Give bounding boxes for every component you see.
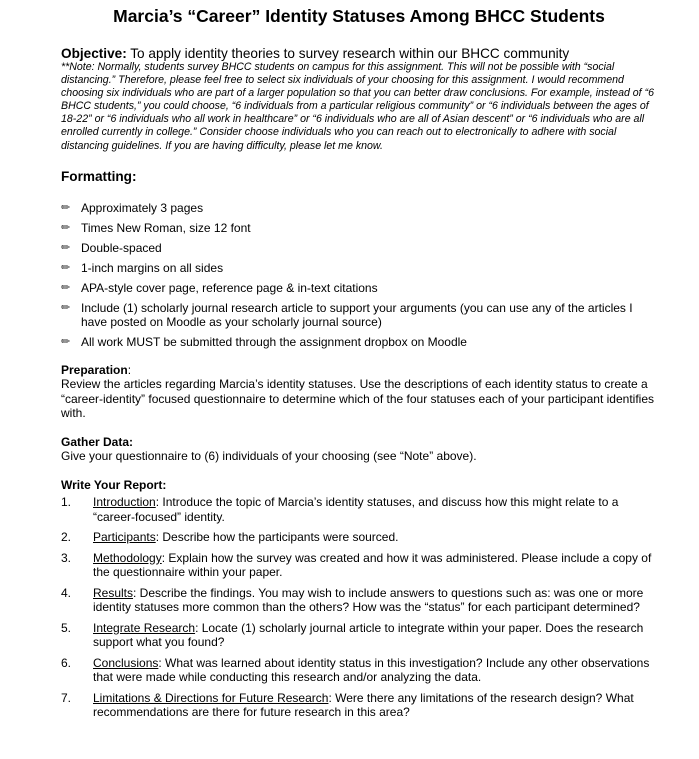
item-term: Methodology [93,550,162,565]
item-term: Integrate Research [93,620,196,635]
pencil-icon: ✏ [61,281,71,294]
list-item: 1. Introduction: Introduce the topic of Marcia’s identity statuses, and discuss how this might relate to a “career-focused” identity. [61,495,619,524]
item-term: Participants [93,530,156,545]
pencil-icon: ✏ [61,221,71,234]
pencil-icon: ✏ [61,241,71,254]
pencil-icon: ✏ [61,261,71,274]
item-term: Introduction [93,495,156,510]
formatting-heading: Formatting: [61,168,137,184]
objective-note: **Note: Normally, students survey BHCC students on campus for this assignment. This will not be possible with “social distancing.” Therefore, please feel free to select six individuals of your choosing for this assignment. I would recommend choosing six individuals who are part of a larger population so that you can better draw conclusions. For example, instead of “6 BHCC students,” you could choose, “6 individuals from a particular religious community” or “6 individuals between the ages of 18-22” or “6 individuals who all work in healthcare” or “6 individuals who are all of Asian descent” or “6 individuals who are all enrolled currently in college.” Consider choose individuals who you can reach out to electronically to adhere with social distancing guidelines. If you are having difficulty, please let me know. [61,61,654,152]
pencil-icon: ✏ [61,201,71,214]
list-item: 7. Limitations & Directions for Future Research: Were there any limitations of the research design? What recommendations are there for future research in this area? [61,690,634,720]
report-section [61,478,661,720]
gather-text: Give your questionnaire to (6) individuals of your choosing (see “Note” above). [61,449,477,464]
list-item: 4. Results: Describe the findings. You may wish to include answers to questions such as: was one or more identity statuses more common than the others? How was the “status” for each participant determined? [61,585,644,615]
list-item: 3. Methodology: Explain how the survey was created and how it was administered. Please include a copy of the questionnaire within your paper. [61,550,652,580]
item-term: Limitations & Directions for Future Research [93,690,329,705]
item-term: Results [93,585,134,600]
report-list [61,495,661,720]
preparation-colon: : [127,362,132,377]
formatting-list [61,201,661,349]
objective-label: Objective: [61,46,127,61]
pencil-icon: ✏ [61,301,71,314]
item-term: Conclusions [93,655,159,670]
report-heading: Write Your Report: [61,477,167,492]
gather-heading: Gather Data: [61,434,134,449]
list-item: ✏ APA-style cover page, reference page & in-text citations [61,280,378,295]
list-item: ✏ All work MUST be submitted through the assignment dropbox on Moodle [61,334,467,349]
document-title: Marcia’s “Career” Identity Statuses Among BHCC Students [113,6,605,26]
list-item: 5. Integrate Research: Locate (1) scholarly journal article to integrate within your paper. Does the research support what you found? [61,620,644,650]
preparation-section [61,363,661,421]
objective-text: To apply identity theories to survey research within our BHCC community [126,46,570,61]
preparation-heading: Preparation [61,362,128,377]
list-item: ✏ Approximately 3 pages [61,200,204,215]
preparation-text: Review the articles regarding Marcia’s identity statuses. Use the descriptions of each identity status to create a “career-identity” focused questionnaire to determine which of the four statuses each of your participant identifies with. [61,377,654,421]
objective-section [61,46,661,153]
list-item: ✏ Times New Roman, size 12 font [61,220,251,235]
pencil-icon: ✏ [61,335,71,348]
list-item: 2. Participants: Describe how the participants were sourced. [61,530,399,545]
list-item: ✏ Include (1) scholarly journal research article to support your arguments (you can use any of the articles I have posted on Moodle as your scholarly journal source) [61,300,633,329]
list-item: ✏ Double-spaced [61,240,162,255]
list-item: 6. Conclusions: What was learned about identity status in this investigation? Include any other observations that were made while conducting this research and/or analyzing the data. [61,655,650,685]
gather-section [61,435,661,464]
list-item: ✏ 1-inch margins on all sides [61,260,224,275]
